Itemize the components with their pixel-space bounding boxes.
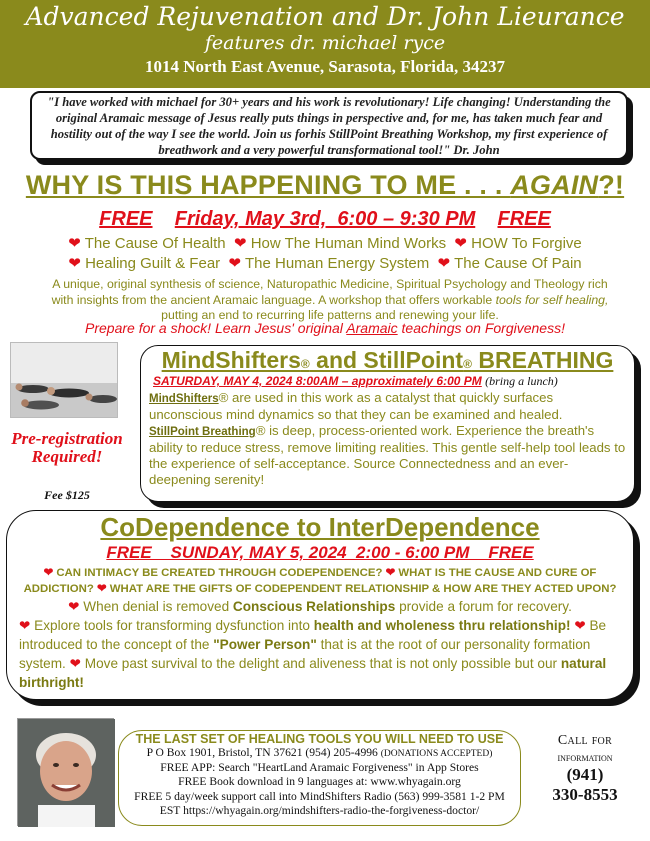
shock-line: Prepare for a shock! Learn Jesus' original Aramaic teachings on Forgiveness!	[85, 320, 565, 336]
dr-michael-ryce-photo	[17, 718, 114, 826]
codependence-title: CoDependence to InterDependence	[100, 512, 540, 542]
topic-item: HOW To Forgive	[471, 235, 582, 252]
codependence-line-1: ❤ When denial is removed Conscious Relationships provide a forum for recovery.	[68, 599, 572, 614]
codependence-workshop-box	[6, 510, 634, 700]
topic-item: The Human Energy System	[244, 255, 430, 272]
contact-app: FREE APP: Search "HeartLand Aramaic Forgiveness" in App Stores	[160, 761, 479, 775]
workshop-title: MindShifters® and StillPoint® BREATHING	[161, 347, 614, 373]
free-left: FREE	[99, 208, 153, 230]
phone-number: 330-8553	[552, 785, 618, 804]
topic-item: The Cause Of Health	[84, 235, 226, 252]
workshop-date: SATURDAY, MAY 4, 2024 8:00AM – approximately 6:00 PM (bring a lunch)	[153, 374, 558, 388]
free-right: FREE	[497, 208, 551, 230]
codependence-date: FREE SUNDAY, MAY 5, 2024 2:00 - 6:00 PM FREE	[106, 543, 534, 562]
banner-address: 1014 North East Avenue, Sarasota, Florida, 34237	[145, 57, 505, 76]
header-banner	[0, 0, 650, 88]
heart-icon: ❤	[454, 235, 467, 252]
fee-label: Fee $125	[44, 488, 90, 502]
heart-icon: ❤	[68, 235, 81, 252]
preregistration-note: Pre-registration Required!	[11, 429, 123, 466]
topics-row-1	[0, 234, 650, 252]
workshop-description: MindShifters® are used in this work as a catalyst that quickly surfaces unconscious mind dynamics so that they can be examined and healed. StillPoint Breathing® is deep, process-oriented work. Experience the breath's ability to reduce stress, remove limiting realities. This gentle self-help tool leads to the experience of self-acceptance. Source Connectedness and an ever-deepening serenity!	[149, 390, 626, 487]
contact-info-box	[118, 730, 521, 826]
event1-date: Friday, May 3rd, 6:00 – 9:30 PM	[174, 208, 476, 230]
mindshifters-workshop-box	[140, 345, 635, 502]
topics-row-2	[0, 254, 650, 272]
portrait-icon	[18, 719, 115, 827]
people-lying-icon	[11, 343, 118, 418]
area-code: (941)	[566, 765, 604, 784]
contact-radio: FREE 5 day/week support call into MindShifters Radio (563) 999-3581 1-2 PM	[134, 789, 505, 803]
contact-heading: THE LAST SET OF HEALING TOOLS YOU WILL NEED TO USE	[135, 732, 504, 746]
contact-book: FREE Book download in 9 languages at: www.whyagain.org	[178, 775, 461, 789]
heart-icon: ❤	[437, 255, 451, 272]
quote-author: Dr. John	[453, 143, 500, 157]
heart-icon: ❤	[228, 255, 242, 272]
contact-url: EST https://whyagain.org/mindshifters-radio-the-forgiveness-doctor/	[159, 803, 480, 817]
breathing-class-photo	[10, 342, 118, 418]
topic-item: How The Human Mind Works	[250, 235, 447, 252]
banner-title: Advanced Rejuvenation and Dr. John Lieurance	[25, 2, 625, 31]
codependence-line-2: ❤ Explore tools for transforming dysfunction into health and wholeness thru relationship! ❤ Be introduced to the concept of the "Power Person" that is at the root of our personality formation system. ❤ Move past survival to the delight and aliveness that is not only possible but our natural birthright!	[19, 618, 607, 690]
heart-icon: ❤	[68, 255, 81, 272]
main-headline: WHY IS THIS HAPPENING TO ME . . . AGAIN?!	[25, 170, 625, 200]
topic-item: Healing Guilt & Fear	[85, 255, 221, 272]
testimonial-quote: "I have worked with michael for 30+ years and his work is revolutionary! Life changing! Understanding the original Aramaic message of Jesus really puts things in perspective and, for me, has taken much fear and hostility out of the way I see the world. Join us forhis StillPoint Breathing Workshop, my first experience of breathwork and a very powerful transformational tool!" Dr. John	[30, 91, 628, 160]
call-info	[525, 733, 645, 805]
banner-subtitle: features dr. michael ryce	[204, 32, 446, 54]
information-label: information	[557, 750, 613, 764]
quote-powerful: very powerful	[253, 143, 325, 157]
quote-workshop: StillPoint Breathing Workshop	[328, 127, 489, 141]
heart-icon: ❤	[233, 235, 247, 252]
codependence-questions: ❤ CAN INTIMACY BE CREATED THROUGH CODEPENDENCE? ❤ WHAT IS THE CAUSE AND CURE OF ADDICTION? ❤ WHAT ARE THE GIFTS OF CODEPENDENT RELATIONSHIP & HOW ARE THEY ACTED UPON?	[23, 567, 617, 595]
event1-date-line	[0, 208, 650, 231]
contact-address: P O Box 1901, Bristol, TN 37621 (954) 205-4996 (DONATIONS ACCEPTED)	[146, 746, 493, 759]
event1-description: A unique, original synthesis of science, Naturopathic Medicine, Spiritual Psychology and Theology rich with insights from the ancient Aramaic language. A workshop that offers workable tools for self healing, putting an end to recurring life patterns and renewing your life.	[51, 277, 609, 322]
topic-item: The Cause Of Pain	[454, 255, 582, 272]
call-label: Call for	[557, 733, 613, 748]
